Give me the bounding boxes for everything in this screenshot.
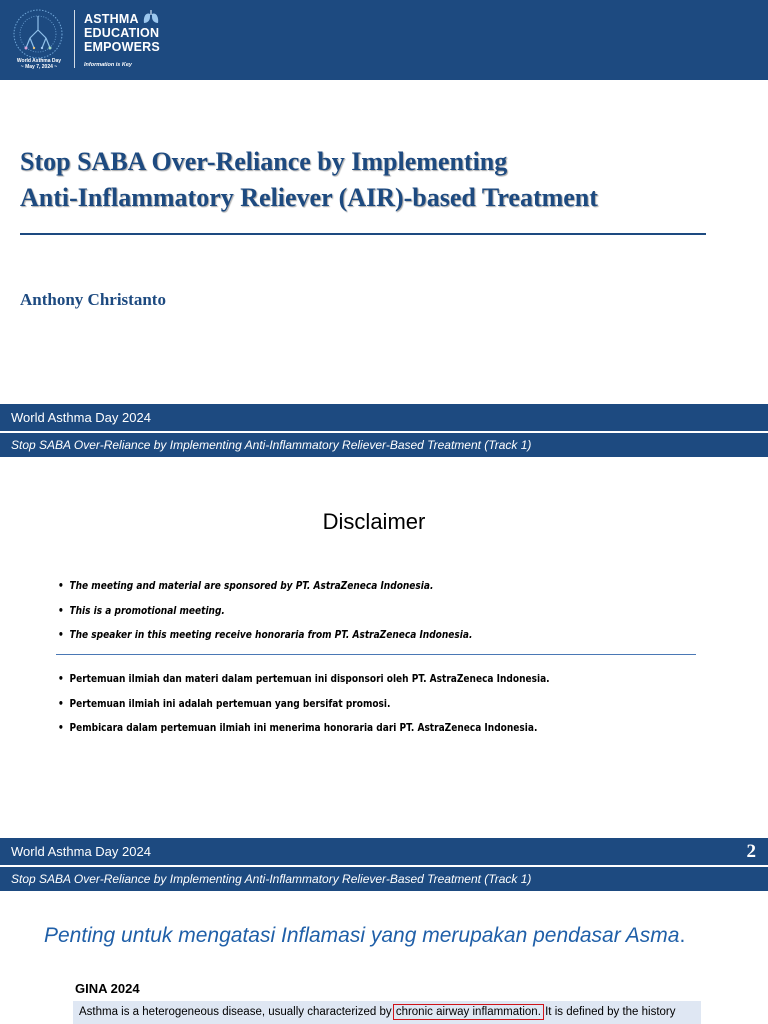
list-item: • The speaker in this meeting receive honoraria from PT. AstraZeneca Indonesia. [58,629,599,654]
slide1-title-line: Anti-Inflammatory Reliever (AIR)-based Treatment [20,183,598,212]
brand-line-empowers: EMPOWERS [84,40,160,54]
author-name: Anthony Christanto [20,290,166,309]
slide1-footer-event-bar [0,404,768,431]
brand-line-asthma: ASTHMA [84,12,139,26]
slide2-footer-event-bar [0,838,768,865]
disclaimer-indonesian-list [58,673,718,747]
slide1-title-line: Stop SABA Over-Reliance by Implementing [20,147,508,176]
disclaimer-title: Disclaimer [322,509,426,534]
gina-highlight-text: chronic airway inflammation. [395,1006,541,1018]
brand-tagline: Information is Key [84,62,132,68]
footer-track-text: Stop SABA Over-Reliance by Implementing Anti-Inflammatory Reliever-Based Treatment (Track 1) [11,438,532,452]
logo-caption-line: World Asthma Day [16,58,62,64]
slide1-title [20,144,740,216]
gina-definition-box [73,1001,701,1024]
gina-text-after: It is defined by the history [545,1006,676,1018]
logo-divider [74,10,75,68]
brand-line-education: EDUCATION [84,26,160,40]
title-divider [20,233,706,235]
list-item: • Pembicara dalam pertemuan ilmiah ini menerima honoraria dari PT. AstraZeneca Indonesia. [58,722,599,747]
slide3-title-period: . [679,924,686,947]
globe-lungs-logo-icon [12,8,64,60]
slide3-title-text: Penting untuk mengatasi Inflamasi yang merupakan pendasar Asma [44,924,680,947]
footer-event-text: World Asthma Day 2024 [11,410,151,425]
disclaimer-english-list [58,580,718,654]
page-number: 2 [746,841,756,862]
footer-event-text: World Asthma Day 2024 [11,844,151,859]
gina-label: GINA 2024 [75,981,140,996]
gina-text-before: Asthma is a heterogeneous disease, usually characterized by [79,1006,392,1018]
list-item: • Pertemuan ilmiah dan materi dalam pertemuan ini disponsori oleh PT. AstraZeneca Indonesia. [58,673,599,698]
list-item: • The meeting and material are sponsored by PT. AstraZeneca Indonesia. [58,580,599,605]
top-header-banner [0,0,768,80]
logo-caption [8,58,70,70]
footer-track-text: Stop SABA Over-Reliance by Implementing Anti-Inflammatory Reliever-Based Treatment (Track 1) [11,872,532,886]
gina-definition-text [79,1006,676,1018]
slide3-title [44,924,685,948]
logo-caption-line: ~ May 7, 2024 ~ [20,64,58,70]
slide1-footer-track-bar [0,433,768,457]
list-item: • This is a promotional meeting. [58,605,599,630]
slide2-footer-track-bar [0,867,768,891]
list-item: • Pertemuan ilmiah ini adalah pertemuan yang bersifat promosi. [58,698,599,723]
disclaimer-divider [56,654,696,655]
lungs-icon [142,9,160,25]
